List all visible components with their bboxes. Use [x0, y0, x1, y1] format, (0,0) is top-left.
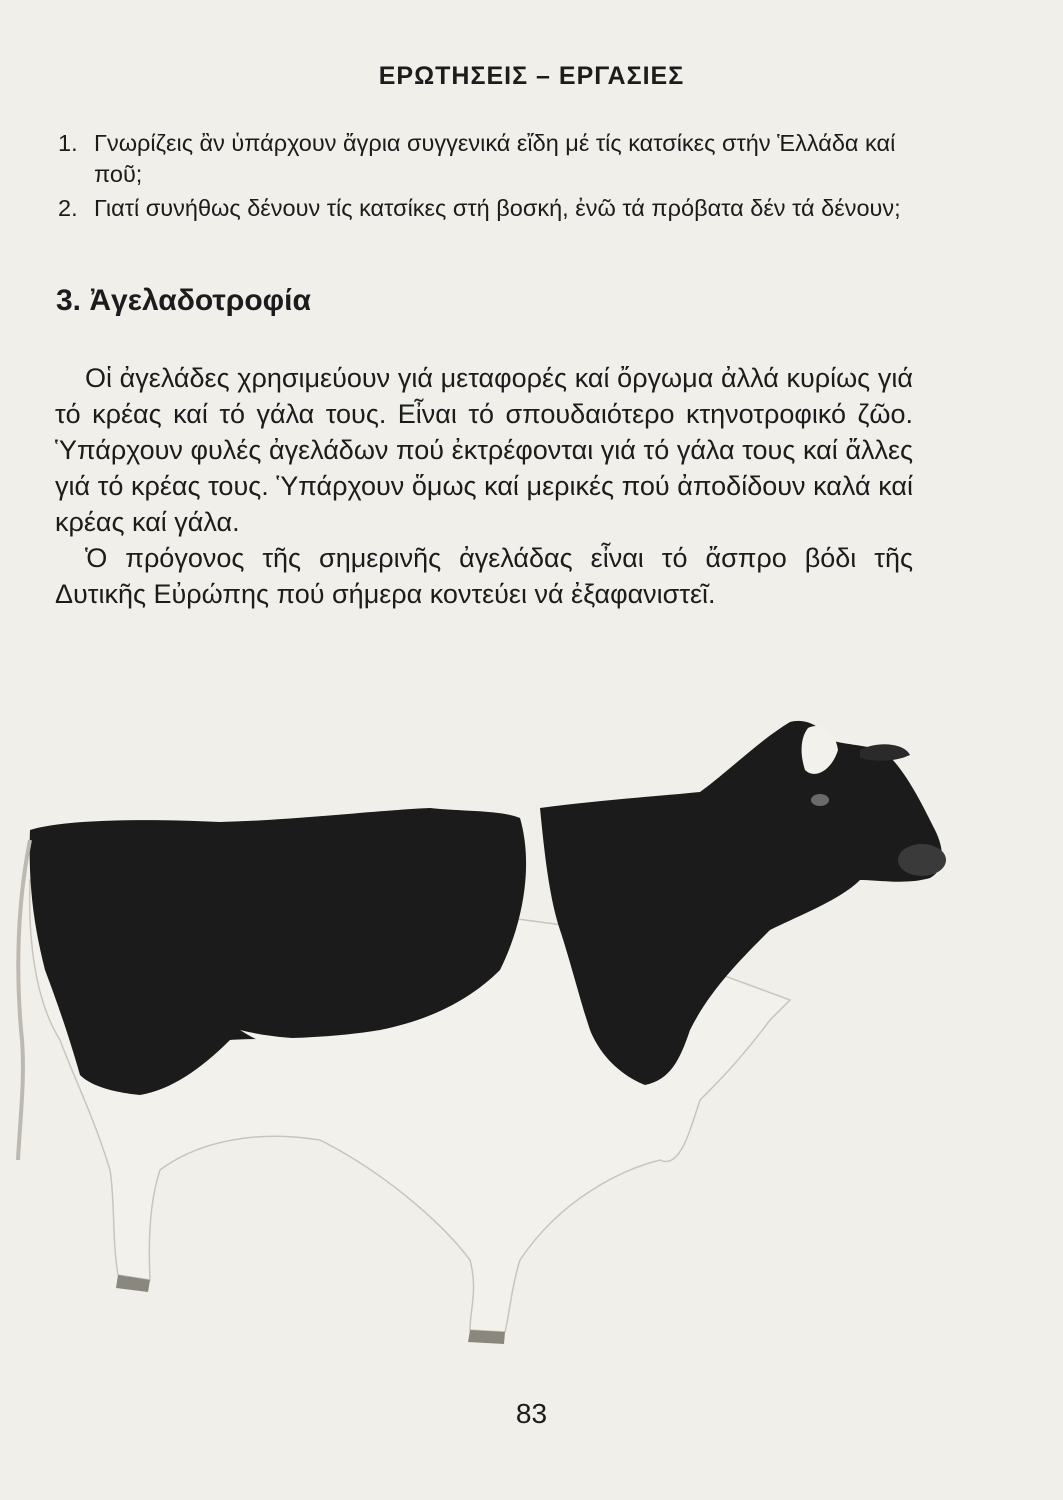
paragraph: Οἱ ἀγελάδες χρησιμεύουν γιά μεταφορές καί ὄργωμα ἀλλά κυρίως γιά τό κρέας καί τό γάλα τους. Εἶναι τό σπουδαιότερο κτηνοτροφικό ζῶο. Ὑπάρχουν φυλές ἀγελάδων πού ἐκτρέφονται γιά τό γάλα τους καί ἄλλες γιά τό κρέας τους. Ὑπάρχουν ὅμως καί μερικές πού ἀποδίδουν καλά καί κρέας καί γάλα. — [55, 363, 913, 537]
question-number: 1. — [58, 130, 78, 156]
list-item — [58, 193, 928, 224]
cow-illustration — [0, 700, 1063, 1350]
section-title — [56, 284, 311, 318]
questions-heading: ΕΡΩΤΗΣΕΙΣ – ΕΡΓΑΣΙΕΣ — [378, 62, 685, 90]
questions-list — [58, 128, 928, 227]
body-text — [55, 360, 913, 612]
section-title-text: Ἀγελαδοτροφία — [89, 284, 311, 317]
question-number: 2. — [58, 195, 78, 221]
question-text: Γιατί συνήθως δένουν τίς κατσίκες στή βοσκή, ἐνῶ τά πρόβατα δέν τά δένουν; — [94, 195, 901, 221]
page-number: 83 — [515, 1398, 548, 1429]
question-text: Γνωρίζεις ἂν ὑπάρχουν ἄγρια συγγενικά εἴδη μέ τίς κατσίκες στήν Ἑλλάδα καί ποῦ; — [94, 130, 896, 187]
section-number: 3. — [56, 284, 82, 317]
paragraph: Ὁ πρόγονος τῆς σημερινῆς ἀγελάδας εἶναι τό ἄσπρο βόδι τῆς Δυτικῆς Εὐρώπης πού σήμερα κοντεύει νά ἐξαφανιστεῖ. — [55, 543, 913, 609]
list-item — [58, 128, 928, 190]
